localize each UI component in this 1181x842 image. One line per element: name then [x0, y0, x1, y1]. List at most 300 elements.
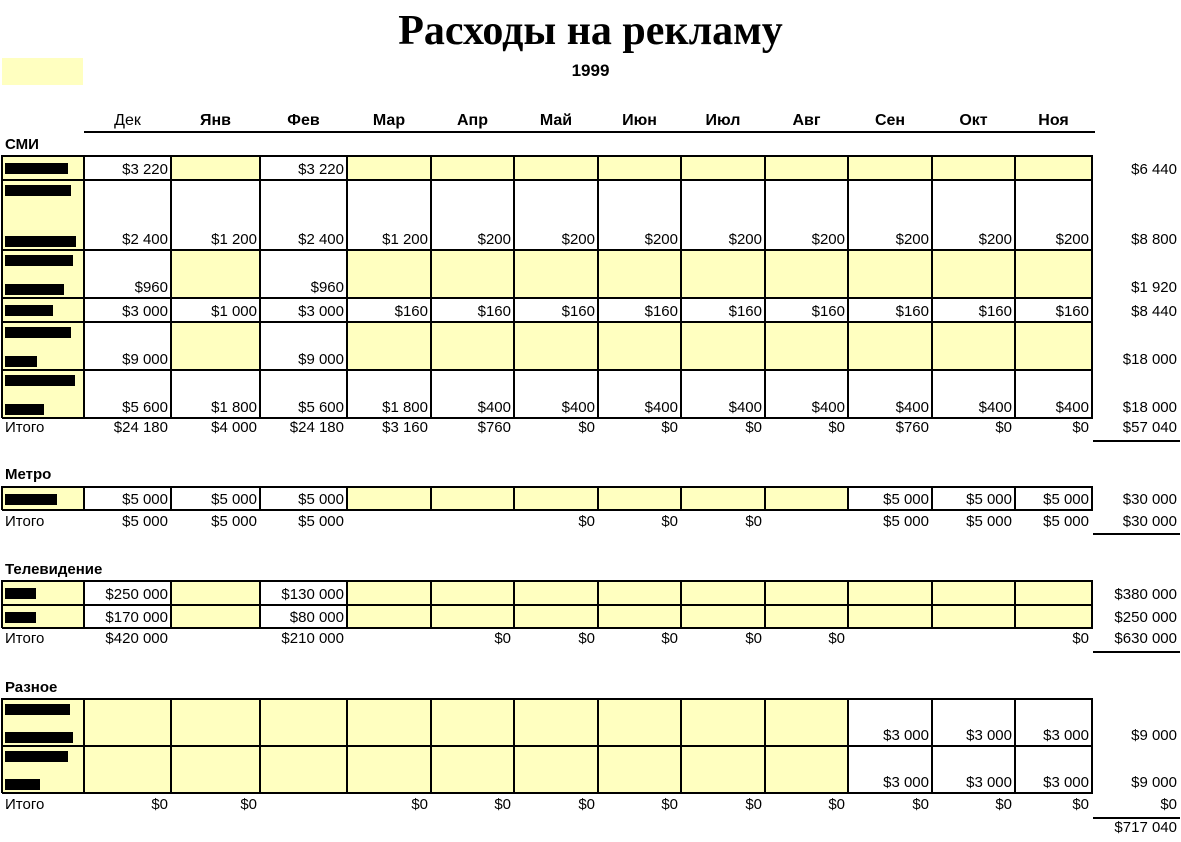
column-border: [259, 486, 261, 510]
section-total-cell: $760: [477, 419, 511, 436]
section-total-cell: $420 000: [105, 630, 168, 647]
value-cell[interactable]: $2 400: [260, 180, 347, 250]
section-total-cell: $0: [661, 419, 678, 436]
row-border: [2, 369, 1093, 371]
value-cell[interactable]: $400: [514, 370, 598, 418]
value-cell[interactable]: $5 600: [84, 370, 171, 418]
month-header: Июл: [705, 112, 741, 129]
value-cell[interactable]: [681, 581, 765, 605]
section-total-cell: $5 000: [122, 513, 168, 530]
section-title: Метро: [5, 466, 52, 483]
value-cell[interactable]: [932, 156, 1015, 180]
total-underline: [1093, 651, 1180, 653]
value-cell[interactable]: $5 000: [84, 487, 171, 510]
column-border: [346, 155, 348, 418]
column-border: [847, 698, 849, 793]
value-cell[interactable]: [514, 156, 598, 180]
total-label: Итого: [5, 513, 45, 530]
section-total-cell: $0: [661, 630, 678, 647]
column-border: [83, 698, 85, 793]
value-cell[interactable]: $3 000: [84, 298, 171, 322]
row-border: [2, 698, 1093, 700]
column-border: [847, 580, 849, 628]
column-border: [1, 580, 3, 628]
column-border: [764, 698, 766, 793]
value-cell[interactable]: [598, 156, 681, 180]
column-border: [1014, 580, 1016, 628]
value-cell[interactable]: [598, 581, 681, 605]
value-cell[interactable]: [260, 746, 347, 793]
value-cell[interactable]: $200: [765, 180, 848, 250]
month-header: Май: [539, 112, 573, 129]
section-total-cell: $0: [1072, 419, 1089, 436]
section-title: СМИ: [5, 136, 39, 153]
section-total-cell: $0: [578, 630, 595, 647]
value-cell[interactable]: $2 400: [84, 180, 171, 250]
column-border: [931, 698, 933, 793]
section-total-cell: $0: [1072, 796, 1089, 813]
month-header: Авг: [792, 112, 821, 129]
section-total-cell: $0: [828, 630, 845, 647]
value-cell[interactable]: $200: [932, 180, 1015, 250]
value-cell[interactable]: $400: [598, 370, 681, 418]
section-total-cell: $24 180: [289, 419, 344, 436]
column-border: [83, 486, 85, 510]
section-total-cell: $0: [912, 796, 929, 813]
value-cell[interactable]: [681, 322, 765, 370]
value-cell[interactable]: $400: [848, 370, 932, 418]
redacted-label: [5, 185, 71, 196]
value-cell[interactable]: [765, 250, 848, 298]
value-cell[interactable]: $5 000: [171, 487, 260, 510]
value-cell[interactable]: [347, 605, 431, 628]
value-cell[interactable]: [347, 322, 431, 370]
value-cell[interactable]: $250 000: [84, 581, 171, 605]
section-total-cell: $210 000: [281, 630, 344, 647]
row-border: [2, 179, 1093, 181]
row-border: [2, 604, 1093, 606]
row-border: [2, 745, 1093, 747]
value-cell[interactable]: [514, 605, 598, 628]
value-cell[interactable]: $400: [1015, 370, 1092, 418]
row-border: [2, 321, 1093, 323]
month-header: Июн: [622, 112, 657, 129]
grand-total: $717 040: [1114, 819, 1177, 836]
value-cell[interactable]: [431, 487, 514, 510]
value-cell[interactable]: $5 000: [1015, 487, 1092, 510]
value-cell[interactable]: [84, 746, 171, 793]
value-cell[interactable]: [598, 322, 681, 370]
value-cell[interactable]: [848, 156, 932, 180]
value-cell[interactable]: [431, 250, 514, 298]
column-border: [1, 486, 3, 510]
column-border: [170, 580, 172, 628]
section-total-cell: $5 000: [883, 513, 929, 530]
value-cell[interactable]: $5 000: [260, 487, 347, 510]
value-cell[interactable]: $400: [681, 370, 765, 418]
value-cell[interactable]: $3 000: [1015, 699, 1092, 746]
value-cell[interactable]: [848, 581, 932, 605]
value-cell[interactable]: [171, 250, 260, 298]
value-cell[interactable]: $200: [1015, 180, 1092, 250]
value-cell[interactable]: $400: [431, 370, 514, 418]
value-cell[interactable]: $3 000: [260, 298, 347, 322]
value-cell[interactable]: $3 000: [932, 699, 1015, 746]
month-header: Сен: [874, 112, 906, 129]
column-border: [259, 698, 261, 793]
section-total-cell: $5 000: [298, 513, 344, 530]
section-total-cell: $760: [895, 419, 929, 436]
value-cell[interactable]: [347, 581, 431, 605]
row-border: [2, 297, 1093, 299]
value-cell[interactable]: $3 220: [84, 156, 171, 180]
row-total: $9 000: [1131, 774, 1177, 791]
column-border: [1014, 155, 1016, 418]
value-cell[interactable]: $5 600: [260, 370, 347, 418]
month-header: Янв: [200, 112, 231, 129]
section-total-cell: $0: [411, 796, 428, 813]
section-grand-total: $30 000: [1122, 513, 1177, 530]
column-border: [1091, 155, 1093, 418]
value-cell[interactable]: $160: [598, 298, 681, 322]
redacted-label: [5, 779, 40, 790]
value-cell[interactable]: [347, 699, 431, 746]
column-border: [1091, 698, 1093, 793]
value-cell[interactable]: [171, 746, 260, 793]
page-title: Расходы на рекламу: [398, 8, 783, 54]
value-cell[interactable]: $80 000: [260, 605, 347, 628]
section-total-cell: $0: [828, 419, 845, 436]
column-border: [597, 698, 599, 793]
value-cell[interactable]: $1 800: [347, 370, 431, 418]
column-border: [346, 486, 348, 510]
column-border: [170, 155, 172, 418]
redacted-label: [5, 732, 73, 743]
column-border: [83, 155, 85, 418]
value-cell[interactable]: [681, 746, 765, 793]
section-total-cell: $3 160: [382, 419, 428, 436]
value-cell[interactable]: $200: [431, 180, 514, 250]
value-cell[interactable]: [598, 250, 681, 298]
section-total-cell: $0: [151, 796, 168, 813]
section-total-cell: $0: [745, 796, 762, 813]
column-border: [430, 486, 432, 510]
section-total-cell: $0: [578, 796, 595, 813]
redacted-label: [5, 588, 36, 599]
month-header: Ноя: [1038, 112, 1069, 129]
row-total: $1 920: [1131, 279, 1177, 296]
redacted-label: [5, 356, 37, 367]
row-total: $8 440: [1131, 303, 1177, 320]
column-border: [170, 486, 172, 510]
column-border: [430, 155, 432, 418]
column-border: [1014, 698, 1016, 793]
row-border: [2, 155, 1093, 157]
redacted-label: [5, 704, 70, 715]
column-border: [1, 155, 3, 418]
redacted-label: [5, 751, 68, 762]
column-border: [1091, 580, 1093, 628]
month-header: Апр: [457, 112, 488, 129]
section-title: Разное: [5, 679, 58, 696]
redacted-label: [5, 612, 36, 623]
value-cell[interactable]: [765, 605, 848, 628]
value-cell[interactable]: $3 000: [932, 746, 1015, 793]
row-total: $18 000: [1122, 399, 1177, 416]
section-title: Телевидение: [5, 561, 103, 578]
value-cell[interactable]: $200: [681, 180, 765, 250]
column-border: [764, 155, 766, 418]
value-cell[interactable]: [260, 699, 347, 746]
column-border: [680, 580, 682, 628]
section-total-cell: $0: [745, 419, 762, 436]
value-cell[interactable]: $400: [765, 370, 848, 418]
column-border: [1, 698, 3, 793]
column-border: [259, 155, 261, 418]
value-cell[interactable]: $5 000: [932, 487, 1015, 510]
redacted-label: [5, 327, 71, 338]
row-total: $8 800: [1131, 231, 1177, 248]
column-border: [346, 698, 348, 793]
month-header: Фев: [287, 112, 320, 129]
column-border: [847, 155, 849, 418]
section-total-cell: $0: [661, 513, 678, 530]
redacted-label: [5, 375, 75, 386]
column-border: [764, 580, 766, 628]
value-cell[interactable]: [171, 699, 260, 746]
row-border: [2, 486, 1093, 488]
value-cell[interactable]: $400: [932, 370, 1015, 418]
value-cell[interactable]: $1 800: [171, 370, 260, 418]
column-border: [83, 580, 85, 628]
value-cell[interactable]: [681, 605, 765, 628]
value-cell[interactable]: $160: [431, 298, 514, 322]
value-cell[interactable]: [1015, 250, 1092, 298]
value-cell[interactable]: $160: [681, 298, 765, 322]
total-label: Итого: [5, 419, 45, 436]
value-cell[interactable]: [171, 605, 260, 628]
section-total-cell: $0: [745, 630, 762, 647]
column-border: [597, 155, 599, 418]
value-cell[interactable]: [765, 322, 848, 370]
value-cell[interactable]: [765, 156, 848, 180]
section-grand-total: $57 040: [1122, 419, 1177, 436]
value-cell[interactable]: $1 000: [171, 298, 260, 322]
column-border: [680, 698, 682, 793]
redacted-label: [5, 284, 64, 295]
value-cell[interactable]: [598, 487, 681, 510]
value-cell[interactable]: [1015, 581, 1092, 605]
value-cell[interactable]: $160: [932, 298, 1015, 322]
value-cell[interactable]: [598, 699, 681, 746]
value-cell[interactable]: [431, 581, 514, 605]
total-label: Итого: [5, 796, 45, 813]
value-cell[interactable]: [681, 487, 765, 510]
total-underline: [1093, 440, 1180, 442]
column-border: [259, 580, 261, 628]
column-border: [764, 486, 766, 510]
value-cell[interactable]: $3 220: [260, 156, 347, 180]
row-border: [2, 792, 1093, 794]
column-border: [597, 580, 599, 628]
section-total-cell: $0: [240, 796, 257, 813]
value-cell[interactable]: [932, 250, 1015, 298]
value-cell[interactable]: [171, 156, 260, 180]
column-border: [430, 698, 432, 793]
row-border: [2, 509, 1093, 511]
value-cell[interactable]: $3 000: [848, 699, 932, 746]
value-cell[interactable]: [171, 581, 260, 605]
value-cell[interactable]: [1015, 156, 1092, 180]
column-border: [597, 486, 599, 510]
value-cell[interactable]: $170 000: [84, 605, 171, 628]
month-header: Окт: [959, 112, 988, 129]
value-cell[interactable]: [932, 322, 1015, 370]
section-total-cell: $0: [1072, 630, 1089, 647]
value-cell[interactable]: [431, 699, 514, 746]
value-cell[interactable]: $200: [514, 180, 598, 250]
value-cell[interactable]: [514, 746, 598, 793]
header-rule: [84, 131, 1095, 133]
column-border: [931, 155, 933, 418]
value-cell[interactable]: $960: [260, 250, 347, 298]
value-cell[interactable]: [1015, 322, 1092, 370]
column-border: [346, 580, 348, 628]
value-cell[interactable]: [848, 322, 932, 370]
value-cell[interactable]: [347, 156, 431, 180]
section-total-cell: $0: [745, 513, 762, 530]
value-cell[interactable]: [932, 605, 1015, 628]
column-border: [1091, 486, 1093, 510]
row-border: [2, 627, 1093, 629]
value-cell[interactable]: $160: [848, 298, 932, 322]
value-cell[interactable]: $3 000: [1015, 746, 1092, 793]
value-cell[interactable]: $1 200: [347, 180, 431, 250]
value-cell[interactable]: $160: [1015, 298, 1092, 322]
column-border: [513, 580, 515, 628]
value-cell[interactable]: $160: [347, 298, 431, 322]
redacted-label: [5, 494, 57, 505]
section-grand-total: $0: [1160, 796, 1177, 813]
value-cell[interactable]: $200: [598, 180, 681, 250]
value-cell[interactable]: $5 000: [848, 487, 932, 510]
section-total-cell: $24 180: [113, 419, 168, 436]
value-cell[interactable]: [514, 581, 598, 605]
value-cell[interactable]: [514, 487, 598, 510]
section-grand-total: $630 000: [1114, 630, 1177, 647]
section-total-cell: $0: [995, 796, 1012, 813]
total-label: Итого: [5, 630, 45, 647]
row-total: $30 000: [1122, 491, 1177, 508]
redacted-label: [5, 236, 76, 247]
value-cell[interactable]: $200: [848, 180, 932, 250]
value-cell[interactable]: [681, 699, 765, 746]
month-header: Дек: [114, 112, 141, 129]
row-total: $9 000: [1131, 727, 1177, 744]
value-cell[interactable]: $160: [514, 298, 598, 322]
redacted-label: [5, 163, 68, 174]
value-cell[interactable]: [431, 746, 514, 793]
section-total-cell: $0: [494, 796, 511, 813]
value-cell[interactable]: [681, 250, 765, 298]
redacted-label: [5, 255, 73, 266]
value-cell[interactable]: [347, 250, 431, 298]
value-cell[interactable]: [598, 746, 681, 793]
value-cell[interactable]: [765, 581, 848, 605]
value-cell[interactable]: $9 000: [84, 322, 171, 370]
section-total-cell: $0: [995, 419, 1012, 436]
section-total-cell: $5 000: [211, 513, 257, 530]
column-border: [931, 486, 933, 510]
column-border: [170, 698, 172, 793]
value-cell[interactable]: [347, 487, 431, 510]
value-cell[interactable]: [1015, 605, 1092, 628]
column-border: [680, 486, 682, 510]
value-cell[interactable]: [848, 250, 932, 298]
month-header: Мар: [372, 112, 406, 129]
value-cell[interactable]: [84, 699, 171, 746]
value-cell[interactable]: [514, 699, 598, 746]
section-total-cell: $5 000: [966, 513, 1012, 530]
report-year: 1999: [571, 61, 610, 80]
section-total-cell: $5 000: [1043, 513, 1089, 530]
value-cell[interactable]: [347, 746, 431, 793]
row-total: $18 000: [1122, 351, 1177, 368]
row-border: [2, 249, 1093, 251]
value-cell[interactable]: [681, 156, 765, 180]
value-cell[interactable]: $130 000: [260, 581, 347, 605]
column-border: [430, 580, 432, 628]
value-cell[interactable]: [765, 699, 848, 746]
section-total-cell: $0: [661, 796, 678, 813]
value-cell[interactable]: [431, 322, 514, 370]
value-cell[interactable]: [765, 487, 848, 510]
value-cell[interactable]: $960: [84, 250, 171, 298]
row-total: $6 440: [1131, 161, 1177, 178]
column-border: [931, 580, 933, 628]
redacted-label: [5, 305, 53, 316]
value-cell[interactable]: [431, 156, 514, 180]
section-total-cell: $0: [578, 419, 595, 436]
value-cell[interactable]: $9 000: [260, 322, 347, 370]
value-cell[interactable]: [431, 605, 514, 628]
column-border: [1014, 486, 1016, 510]
value-cell[interactable]: [848, 605, 932, 628]
column-border: [513, 155, 515, 418]
section-total-cell: $0: [828, 796, 845, 813]
value-cell[interactable]: [765, 746, 848, 793]
value-cell[interactable]: [932, 581, 1015, 605]
column-border: [680, 155, 682, 418]
section-total-cell: $4 000: [211, 419, 257, 436]
value-cell[interactable]: $160: [765, 298, 848, 322]
column-border: [847, 486, 849, 510]
value-cell[interactable]: [171, 322, 260, 370]
value-cell[interactable]: $3 000: [848, 746, 932, 793]
value-cell[interactable]: [598, 605, 681, 628]
section-total-cell: $0: [494, 630, 511, 647]
row-border: [2, 580, 1093, 582]
total-underline: [1093, 533, 1180, 535]
redacted-label: [5, 404, 44, 415]
section-total-cell: $0: [578, 513, 595, 530]
value-cell[interactable]: $1 200: [171, 180, 260, 250]
value-cell[interactable]: [514, 250, 598, 298]
column-border: [513, 486, 515, 510]
value-cell[interactable]: [514, 322, 598, 370]
row-total: $250 000: [1114, 609, 1177, 626]
column-border: [513, 698, 515, 793]
